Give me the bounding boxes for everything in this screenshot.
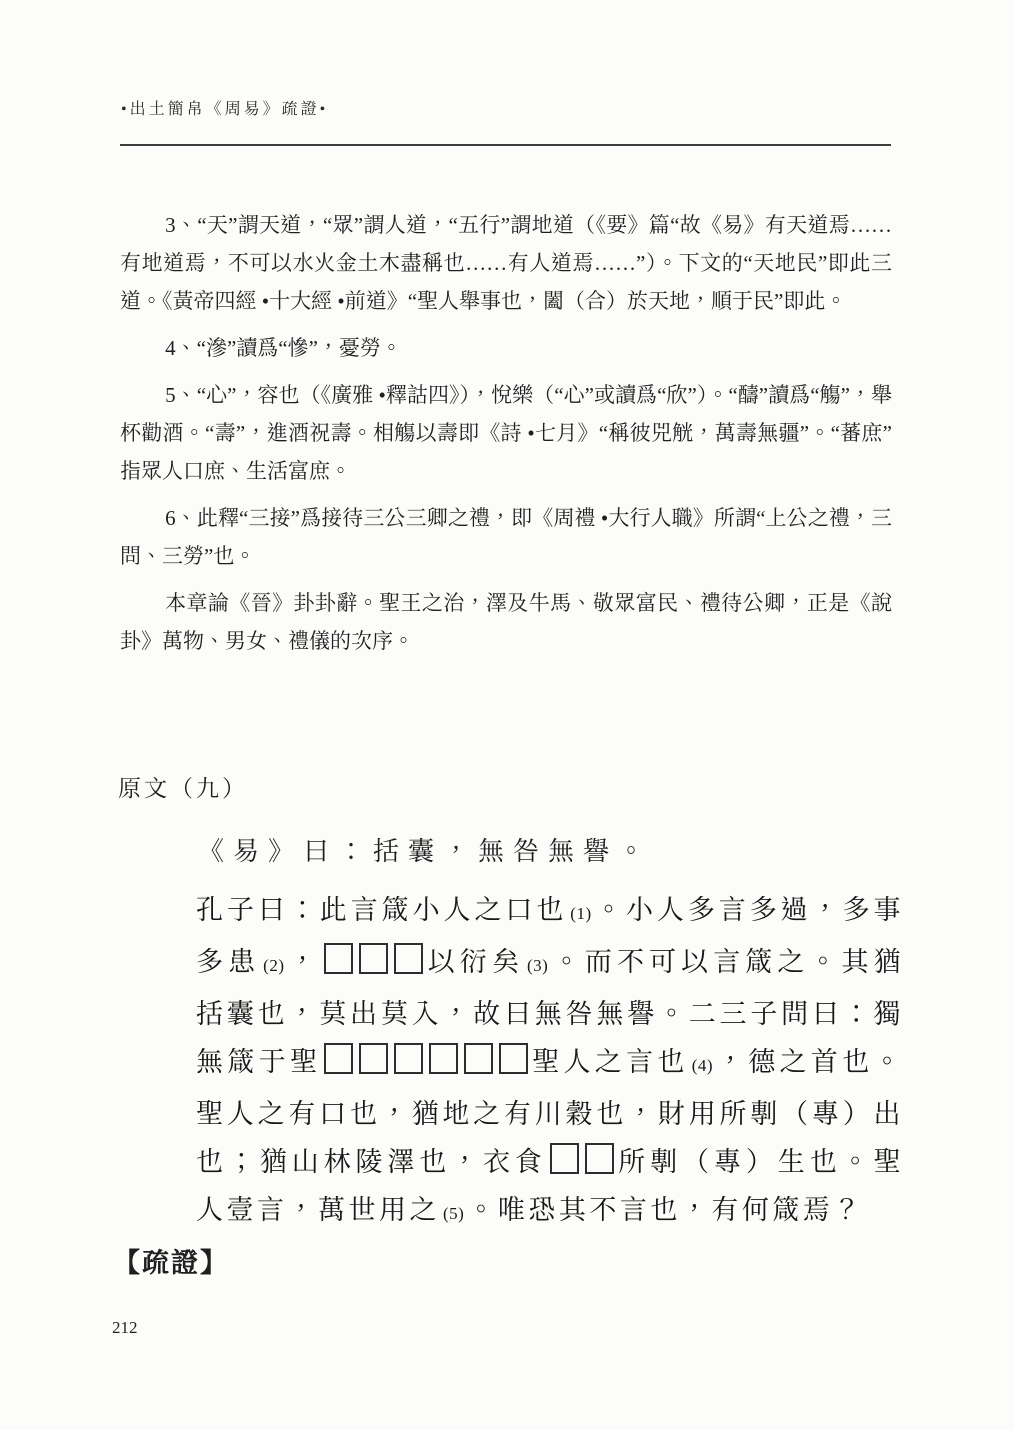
inline-note-number: (5)	[443, 1204, 465, 1223]
note-paragraph-3: 3、“天”謂天道，“眾”謂人道，“五行”謂地道（《要》篇“故《易》有天道焉……有地道焉，不可以水火金土木盡稱也……有人道焉……”）。下文的“天地民”即此三道。《黃帝四經 •十大經 •前道》“聖人舉事也，闔（合）於天地，順于民”即此。	[120, 213, 892, 313]
lacuna-box	[359, 1043, 388, 1074]
running-header: •出土簡帛《周易》疏證•	[121, 101, 329, 118]
section-title-shuzheng: 【疏證】	[113, 1248, 229, 1278]
lacuna-box	[429, 1043, 458, 1074]
confucius-passage: 孔子曰：此言箴小人之口也 (1) 。小人多言多過，多事多患 (2) ， 以衍矣 (3) 。而不可以言箴之。其猶括囊也，莫出莫入，故曰無咎無譽。二三子問曰：獨無箴于聖 聖人之言也 (4) ，德之首也。聖人之有口也，猶地之有川穀也，財用所剸（專）出也；猶山林陵澤也，衣食 所剸（專）生也。聖人壹言，萬世用之 (5) 。唯恐其不言也，有何箴焉？	[196, 895, 905, 1225]
lacuna-box	[464, 1043, 493, 1074]
chapter-summary-paragraph: 本章論《晉》卦卦辭。聖王之治，澤及牛馬、敬眾富民、禮待公卿，正是《說卦》萬物、男女、禮儀的次序。	[120, 591, 892, 653]
page-number: 212	[112, 1318, 138, 1337]
lacuna-box	[394, 943, 423, 974]
lacuna-box	[585, 1143, 614, 1174]
lacuna-box	[550, 1143, 579, 1174]
yijing-quote-line: 《易》曰：括囊，無咎無譽。	[198, 837, 654, 866]
note-paragraph-4: 4、“滲”讀爲“慘”，憂勞。	[165, 336, 402, 360]
inline-note-number: (2)	[263, 956, 285, 975]
lacuna-box	[359, 943, 388, 974]
lacuna-box	[394, 1043, 423, 1074]
section-title-original-text: 原文（九）	[118, 776, 248, 801]
inline-note-number: (1)	[570, 904, 592, 923]
commentary-notes-section	[120, 206, 892, 660]
header-rule-divider	[120, 144, 891, 146]
inline-note-number: (4)	[691, 1056, 714, 1075]
note-paragraph-6: 6、此釋“三接”爲接待三公三卿之禮，即《周禮 •大行人職》所謂“上公之禮，三問、三勞”也。	[120, 506, 892, 568]
lacuna-box	[499, 1043, 528, 1074]
lacuna-box	[324, 1043, 353, 1074]
inline-note-number: (3)	[526, 956, 549, 975]
note-paragraph-5: 5、“心”，容也（《廣雅 •釋詁四》），悅樂（“心”或讀爲“欣”）。“醻”讀爲“觴”，舉杯勸酒。“壽”，進酒祝壽。相觴以壽即《詩 •七月》“稱彼兕觥，萬壽無疆”。“蕃庶”指眾人口庶、生活富庶。	[120, 383, 892, 483]
lacuna-box	[324, 943, 353, 974]
